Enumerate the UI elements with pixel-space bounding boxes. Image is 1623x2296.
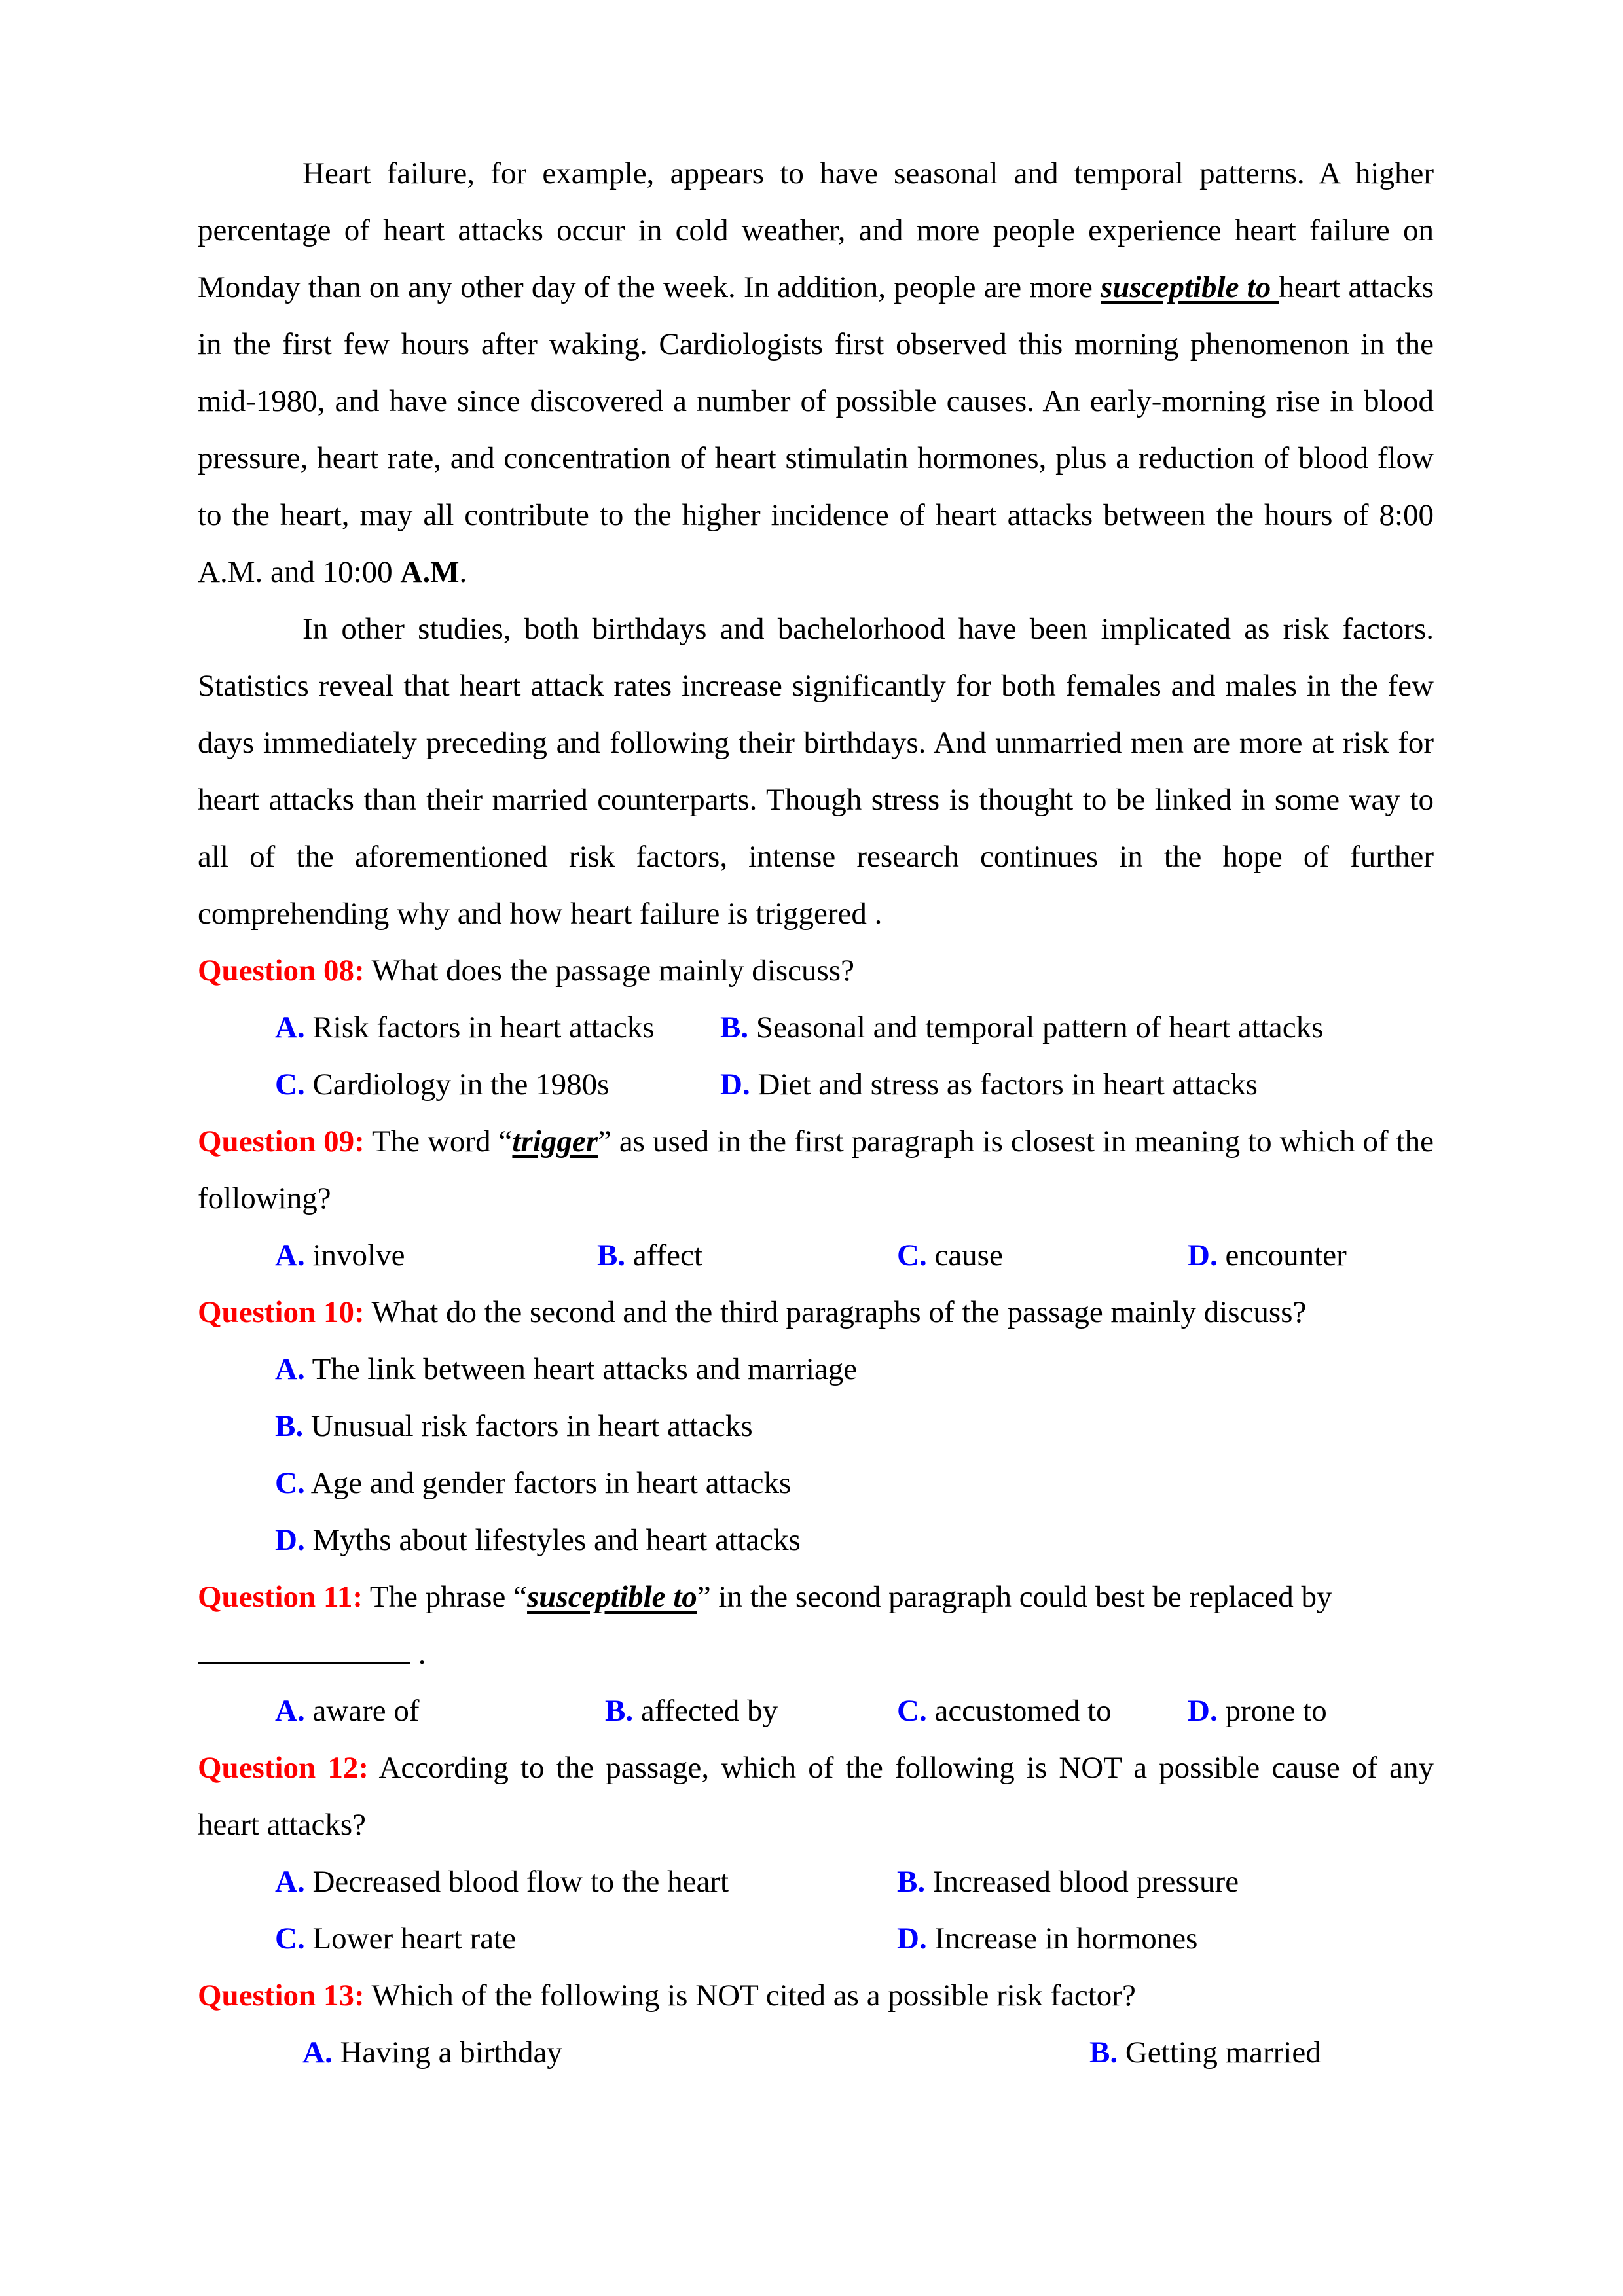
option-text: prone to xyxy=(1217,1694,1327,1728)
option-letter: B. xyxy=(1089,2036,1118,2070)
option-c[interactable] xyxy=(897,1227,1003,1284)
option-c[interactable] xyxy=(275,1455,791,1512)
option-c[interactable] xyxy=(275,1910,516,1967)
option-letter: C. xyxy=(275,1922,305,1956)
option-b[interactable] xyxy=(720,999,1323,1056)
question-label: Question 13: xyxy=(198,1979,365,2013)
option-d[interactable] xyxy=(1188,1683,1327,1740)
option-c[interactable] xyxy=(897,1683,1112,1740)
option-b[interactable] xyxy=(1089,2024,1321,2081)
option-text: aware of xyxy=(304,1694,420,1728)
paragraph-text: Heart failure, for example, appears to have seasonal and temporal patterns. A higher percentage of heart attacks occur in cold weather, and more people experience heart failure on Monday than on any other day of the week. In addition, people are more xyxy=(198,156,1434,304)
answer-blank xyxy=(198,1636,410,1664)
option-letter: B. xyxy=(597,1238,626,1272)
option-text: encounter xyxy=(1217,1238,1347,1272)
options-row xyxy=(198,1854,1434,1910)
option-letter: D. xyxy=(1188,1238,1218,1272)
option-a[interactable] xyxy=(275,1227,405,1284)
option-letter: A. xyxy=(275,1011,305,1045)
option-text: Increase in hormones xyxy=(926,1922,1198,1956)
option-text: affected by xyxy=(633,1694,778,1728)
options-row xyxy=(198,1227,1434,1284)
option-a[interactable] xyxy=(275,1341,857,1398)
highlighted-phrase-susceptible-to: susceptible to xyxy=(1101,270,1279,304)
question-label: Question 11: xyxy=(198,1580,363,1614)
question-label: Question 10: xyxy=(198,1295,365,1329)
option-letter: A. xyxy=(275,1238,305,1272)
option-d[interactable] xyxy=(720,1056,1258,1113)
question-08 xyxy=(198,942,1434,999)
option-letter: B. xyxy=(720,1011,749,1045)
option-a[interactable] xyxy=(302,2024,562,2081)
option-letter: D. xyxy=(897,1922,927,1956)
options-row xyxy=(198,999,1434,1056)
option-text: Getting married xyxy=(1118,2036,1321,2070)
document-page xyxy=(198,145,1434,2081)
option-b[interactable] xyxy=(275,1398,753,1455)
option-text: Seasonal and temporal pattern of heart attacks xyxy=(748,1011,1324,1045)
options-row xyxy=(198,1683,1434,1740)
options-row xyxy=(198,1341,1434,1398)
option-letter: B. xyxy=(275,1409,304,1443)
question-label: Question 08: xyxy=(198,954,365,988)
option-letter: C. xyxy=(897,1238,927,1272)
option-text: Unusual risk factors in heart attacks xyxy=(303,1409,753,1443)
option-letter: C. xyxy=(275,1067,305,1102)
option-letter: A. xyxy=(275,1694,305,1728)
option-text: accustomed to xyxy=(926,1694,1112,1728)
option-a[interactable] xyxy=(275,1854,729,1910)
question-label: Question 12: xyxy=(198,1751,369,1785)
option-text: Having a birthday xyxy=(332,2036,562,2070)
question-11 xyxy=(198,1569,1434,1626)
option-text: Decreased blood flow to the heart xyxy=(304,1865,729,1899)
option-d[interactable] xyxy=(897,1910,1197,1967)
option-text: involve xyxy=(304,1238,405,1272)
option-text: Age and gender factors in heart attacks xyxy=(304,1466,792,1500)
question-text: According to the passage, which of the following is NOT a possible cause of any heart attacks? xyxy=(198,1751,1434,1842)
option-b[interactable] xyxy=(605,1683,778,1740)
question-text: What does the passage mainly discuss? xyxy=(364,954,854,988)
option-text: affect xyxy=(625,1238,702,1272)
passage-paragraph-2 xyxy=(198,145,1434,601)
option-letter: A. xyxy=(302,2036,333,2070)
question-12 xyxy=(198,1740,1434,1854)
option-text: Lower heart rate xyxy=(304,1922,516,1956)
option-d[interactable] xyxy=(275,1512,801,1569)
options-row xyxy=(198,1056,1434,1113)
options-row xyxy=(198,1455,1434,1512)
question-text: The word “ xyxy=(364,1124,513,1158)
passage-paragraph-3: In other studies, both birthdays and bachelorhood have been implicated as risk factors. Statistics reveal that heart attack rates increase significantly for both females and males in the few days immediately preceding and following their birthdays. And unmarried men are more at risk for heart attacks than their married counterparts. Though stress is thought to be linked in some way to all of the aforementioned risk factors, intense research continues in the hope of further comprehending why and how heart failure is triggered . xyxy=(198,612,1434,931)
highlighted-word-trigger: trigger xyxy=(512,1124,598,1158)
option-letter: B. xyxy=(605,1694,634,1728)
bold-text: A.M xyxy=(400,555,460,589)
question-text: What do the second and the third paragraphs of the passage mainly discuss? xyxy=(364,1295,1307,1329)
question-text: ” as used in the first paragraph is closest in meaning to which of the following? xyxy=(198,1124,1434,1215)
highlighted-phrase-susceptible-to: susceptible to xyxy=(527,1580,697,1614)
paragraph-text: heart attacks in the first few hours after waking. Cardiologists first observed this morning phenomenon in the mid-1980, and have since discovered a number of possible causes. An early-morning rise in blood pressure, heart rate, and concentration of heart stimulatin hormones, plus a reduction of blood flow to the heart, may all contribute to the higher incidence of heart attacks between the hours of 8:00 A.M. and 10:00 xyxy=(198,270,1434,589)
option-letter: C. xyxy=(897,1694,927,1728)
question-13 xyxy=(198,1967,1434,2024)
option-letter: C. xyxy=(275,1466,305,1500)
options-row xyxy=(198,1910,1434,1967)
option-b[interactable] xyxy=(897,1854,1239,1910)
options-row xyxy=(198,1398,1434,1455)
question-label: Question 09: xyxy=(198,1124,365,1158)
option-text: The link between heart attacks and marriage xyxy=(304,1352,858,1386)
option-d[interactable] xyxy=(1188,1227,1347,1284)
option-letter: D. xyxy=(1188,1694,1218,1728)
option-letter: D. xyxy=(275,1523,305,1557)
option-text: Diet and stress as factors in heart attacks xyxy=(750,1067,1258,1102)
answer-blank-line xyxy=(198,1626,1434,1683)
option-letter: A. xyxy=(275,1865,305,1899)
options-row xyxy=(198,1512,1434,1569)
option-text: Cardiology in the 1980s xyxy=(304,1067,610,1102)
option-text: Myths about lifestyles and heart attacks xyxy=(304,1523,801,1557)
option-letter: D. xyxy=(720,1067,750,1102)
question-text: Which of the following is NOT cited as a possible risk factor? xyxy=(364,1979,1136,2013)
option-letter: B. xyxy=(897,1865,926,1899)
paragraph-end: . xyxy=(459,555,467,589)
question-text: The phrase “ xyxy=(363,1580,528,1614)
question-10 xyxy=(198,1284,1434,1341)
blank-suffix: . xyxy=(410,1637,426,1671)
option-text: cause xyxy=(926,1238,1003,1272)
question-text: ” in the second paragraph could best be replaced by xyxy=(697,1580,1332,1614)
option-letter: A. xyxy=(275,1352,305,1386)
options-row xyxy=(198,2024,1434,2081)
option-text: Risk factors in heart attacks xyxy=(304,1011,655,1045)
option-c[interactable] xyxy=(275,1056,609,1113)
option-b[interactable] xyxy=(597,1227,702,1284)
option-a[interactable] xyxy=(275,999,655,1056)
question-09 xyxy=(198,1113,1434,1227)
option-text: Increased blood pressure xyxy=(925,1865,1239,1899)
option-a[interactable] xyxy=(275,1683,420,1740)
